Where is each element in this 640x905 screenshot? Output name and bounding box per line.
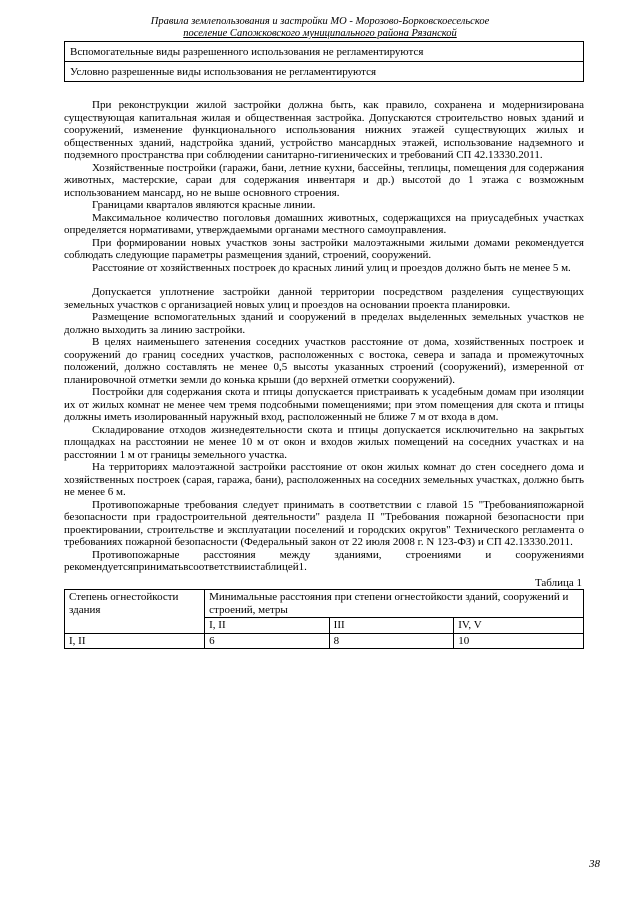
subheader-cell: III bbox=[329, 618, 454, 634]
paragraph: Размещение вспомогательных зданий и сооружений в пределах выделенных земельных участков не должно выходить за линию застройки. bbox=[64, 311, 584, 336]
column-header-fire-resistance: Степень огнестойкости здания bbox=[65, 590, 205, 634]
paragraph: В целях наименьшего затенения соседних участков расстояние от дома, хозяйственных построек и сооружений до границ соседних участков, расположенных с востока, севера и запада и промежуточных положений, должно составлять не менее 0,5 высоты указанных строений (сооружений), измеренной от планировочной отметки земли до конька крыши (до верхней отметки сооружений). bbox=[64, 336, 584, 386]
paragraph: Допускается уплотнение застройки данной территории посредством разделения существующих земельных участков с организацией новых улиц и проездов на основании проекта планировки. bbox=[64, 286, 584, 311]
row-label: I, II bbox=[65, 633, 205, 649]
paragraph: Складирование отходов жизнедеятельности скота и птицы допускается исключительно на закрытых площадках на расстоянии не менее 10 м от окон и входов жилых помещений на соседних участках и на расстоянии 1 м от границы земельного участка. bbox=[64, 423, 584, 461]
paragraph: При формировании новых участков зоны застройки малоэтажными жилыми домами рекомендуется соблюдать следующие параметры размещения зданий, строений, сооружений. bbox=[64, 236, 584, 261]
fire-distance-table bbox=[64, 589, 584, 649]
paragraph: Противопожарные расстояния между зданиями, строениями и сооружениями рекомендуетсяприниматьвсоответствиистаблицей1. bbox=[64, 548, 584, 573]
paragraph: На территориях малоэтажной застройки расстояние от окон жилых комнат до стен соседнего дома и хозяйственных построек (сарая, гаража, бани), расположенных на соседних земельных участках, должно быть не менее 6 м. bbox=[64, 461, 584, 498]
running-header bbox=[60, 16, 580, 40]
table-header-row bbox=[65, 590, 584, 618]
table-row bbox=[65, 62, 584, 82]
table-cell: 10 bbox=[454, 633, 584, 649]
header-line-2: поселение Сапожковского муниципального района Рязанской bbox=[183, 28, 457, 39]
conditional-uses-cell: Условно разрешенные виды использования не регламентируются bbox=[65, 62, 584, 82]
auxiliary-uses-cell: Вспомогательные виды разрешенного использования не регламентируются bbox=[65, 42, 584, 62]
paragraph: Границами кварталов являются красные линии. bbox=[92, 199, 316, 211]
column-header-min-distances: Минимальные расстояния при степени огнестойкости зданий, сооружений и строений, метры bbox=[205, 590, 584, 618]
page-number: 38 bbox=[589, 858, 600, 870]
permitted-uses-table bbox=[64, 41, 584, 82]
table-cell: 6 bbox=[205, 633, 330, 649]
paragraph: Максимальное количество поголовья домашних животных, содержащихся на приусадебных участках определяется нормативами, утверждаемыми органами местного самоуправления. bbox=[64, 211, 584, 236]
paragraph: Постройки для содержания скота и птицы допускается пристраивать к усадебным домам при изоляции их от жилых комнат не менее чем тремя подсобными помещениями; при этом помещения для скота и птицы должны иметь изолированный наружный вход, расположенный не ближе 7 м от входа в дом. bbox=[64, 386, 584, 423]
subheader-cell: IV, V bbox=[454, 618, 584, 634]
table-cell: 8 bbox=[329, 633, 454, 649]
document-body bbox=[64, 99, 584, 649]
paragraph: При реконструкции жилой застройки должна быть, как правило, сохранена и модернизирована существующая капитальная жилая и общественная застройка. Допускаются строительство новых зданий и сооружений, изменение функционального использования нижних этажей существующих жилых и общественных зданий, надстройка зданий, устройство мансардных этажей, использование надземного и подземного пространства при соблюдении санитарно-гигиенических и требований СП 42.13330.2011. bbox=[64, 99, 584, 161]
header-line-1: Правила землепользования и застройки МО - Морозово-Борковскоесельское bbox=[150, 16, 490, 27]
paragraph: Расстояние от хозяйственных построек до красных линий улиц и проездов должно быть не менее 5 м. bbox=[92, 261, 571, 274]
paragraph: Противопожарные требования следует принимать в соответствии с главой 15 "Требованияпожарной безопасности при градостроительной деятельности" раздела II "Требования пожарной безопасности при проектировании, строительстве и эксплуатации поселений и городских округов" Технического регламента о требованиях пожарной безопасности (Федеральный закон от 22 июля 2008 г. N 123-ФЗ) и СП 42.13330.2011. bbox=[64, 498, 584, 548]
subheader-cell: I, II bbox=[205, 618, 330, 634]
table-row bbox=[65, 42, 584, 62]
paragraph: Хозяйственные постройки (гаражи, бани, летние кухни, бассейны, теплицы, помещения для содержания животных, мастерские, сараи для содержания инвентаря и др.) высотой до 1 этажа с возможным использованием мансард, но не выше основного строения. bbox=[64, 161, 584, 199]
table-caption: Таблица 1 bbox=[534, 576, 582, 589]
table-row bbox=[65, 633, 584, 649]
